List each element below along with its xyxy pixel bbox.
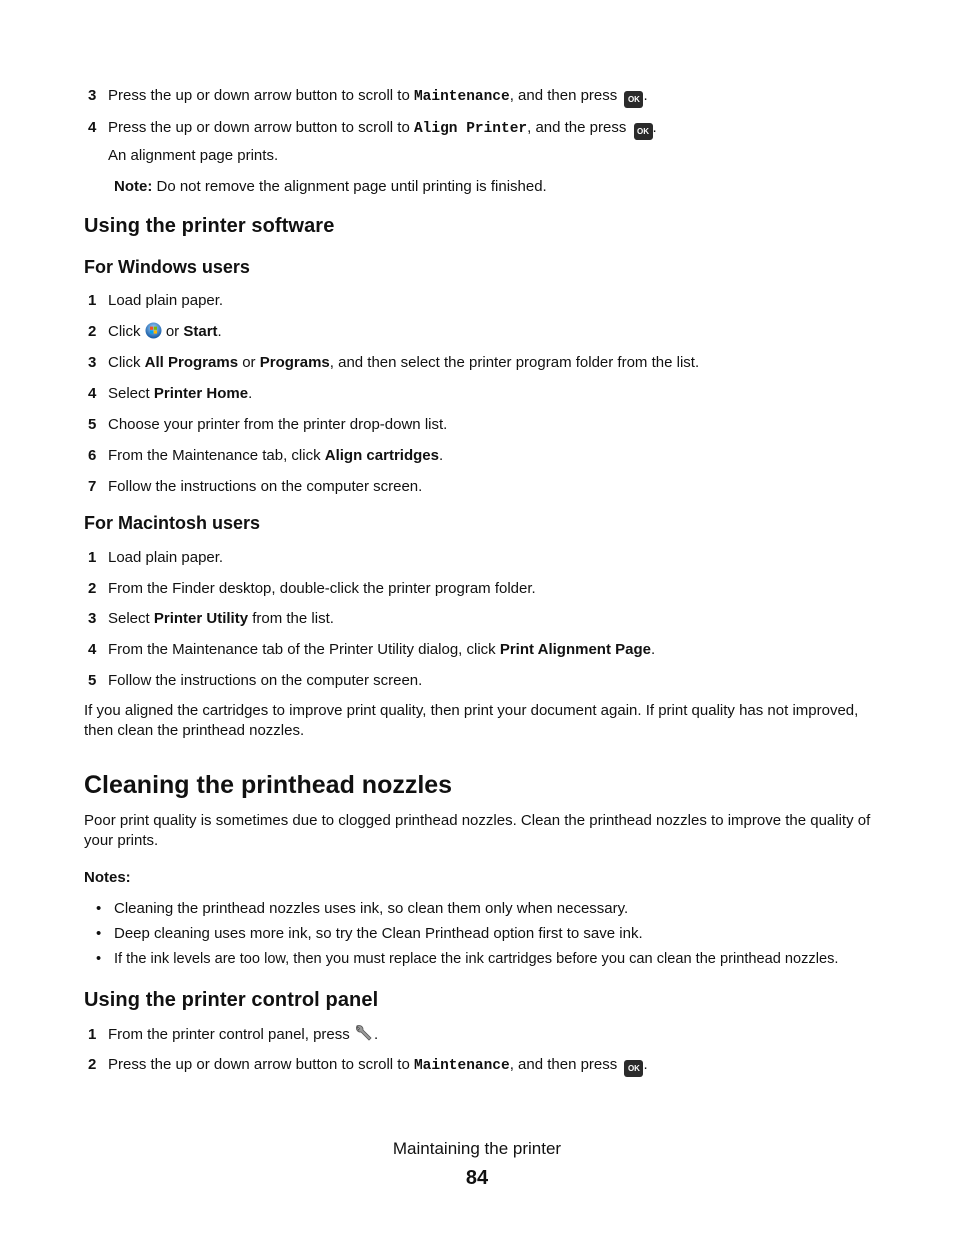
note: Note: Do not remove the alignment page until printing is finished. bbox=[114, 178, 547, 195]
step-3-top: 3 Press the up or down arrow button to scroll to Maintenance, and then press OK . bbox=[84, 86, 648, 108]
mac-step-3: 3 Select Printer Utility from the list. bbox=[88, 610, 334, 627]
heading-windows-users: For Windows users bbox=[84, 257, 250, 277]
ok-button-icon: OK bbox=[624, 91, 643, 108]
heading-macintosh-users: For Macintosh users bbox=[84, 513, 261, 533]
mac-step-4: 4 From the Maintenance tab of the Printer Utility dialog, click Print Alignment Page. bbox=[88, 641, 656, 658]
note-bullet: • Deep cleaning uses more ink, so try the Clean Printhead option first to save ink. bbox=[96, 925, 643, 942]
heading-control-panel: Using the printer control panel bbox=[84, 989, 379, 1011]
footer-chapter: Maintaining the printer bbox=[392, 1139, 562, 1158]
windows-start-icon bbox=[145, 322, 162, 345]
windows-step-5: 5 Choose your printer from the printer drop-down list. bbox=[88, 416, 448, 433]
note-bullet: • Cleaning the printhead nozzles uses ink, so clean them only when necessary. bbox=[96, 900, 629, 917]
windows-step-2: 2 Click or Start. bbox=[84, 322, 222, 345]
control-panel-step-1: 1 From the printer control panel, press . bbox=[84, 1024, 378, 1048]
note-bullet: • If the ink levels are too low, then you must replace the ink cartridges before you can clean the printhead nozzles. bbox=[96, 951, 839, 967]
alignment-prints-text: An alignment page prints. bbox=[108, 147, 279, 164]
aligned-paragraph: If you aligned the cartridges to improve print quality, then print your document again. If print quality has not improved, then clean the printhead nozzles. bbox=[84, 702, 859, 739]
windows-step-6: 6 From the Maintenance tab, click Align cartridges. bbox=[88, 447, 444, 464]
cleaning-intro: Poor print quality is sometimes due to clogged printhead nozzles. Clean the printhead nozzles to improve the quality of your prints. bbox=[84, 812, 871, 849]
mac-step-2: 2 From the Finder desktop, double-click the printer program folder. bbox=[88, 580, 536, 597]
mac-step-5: 5 Follow the instructions on the computer screen. bbox=[88, 672, 423, 689]
windows-step-4: 4 Select Printer Home. bbox=[88, 385, 253, 402]
section-heading-software: Using the printer software bbox=[84, 215, 335, 237]
mac-step-1: 1 Load plain paper. bbox=[88, 549, 224, 566]
windows-step-7: 7 Follow the instructions on the computer screen. bbox=[88, 478, 423, 495]
notes-label: Notes: bbox=[84, 869, 131, 886]
windows-step-3: 3 Click All Programs or Programs, and then select the printer program folder from the list. bbox=[88, 354, 700, 371]
step-4-top: 4 Press the up or down arrow button to scroll to Align Printer, and the press OK . bbox=[84, 118, 657, 140]
windows-step-1: 1 Load plain paper. bbox=[88, 292, 224, 309]
wrench-icon bbox=[354, 1024, 374, 1048]
ok-button-icon: OK bbox=[624, 1060, 643, 1077]
page-number: 84 bbox=[465, 1167, 489, 1189]
cleaning-title: Cleaning the printhead nozzles bbox=[84, 771, 453, 799]
ok-button-icon: OK bbox=[634, 123, 653, 140]
control-panel-step-2: 2 Press the up or down arrow button to scroll to Maintenance, and then press OK . bbox=[84, 1055, 648, 1077]
